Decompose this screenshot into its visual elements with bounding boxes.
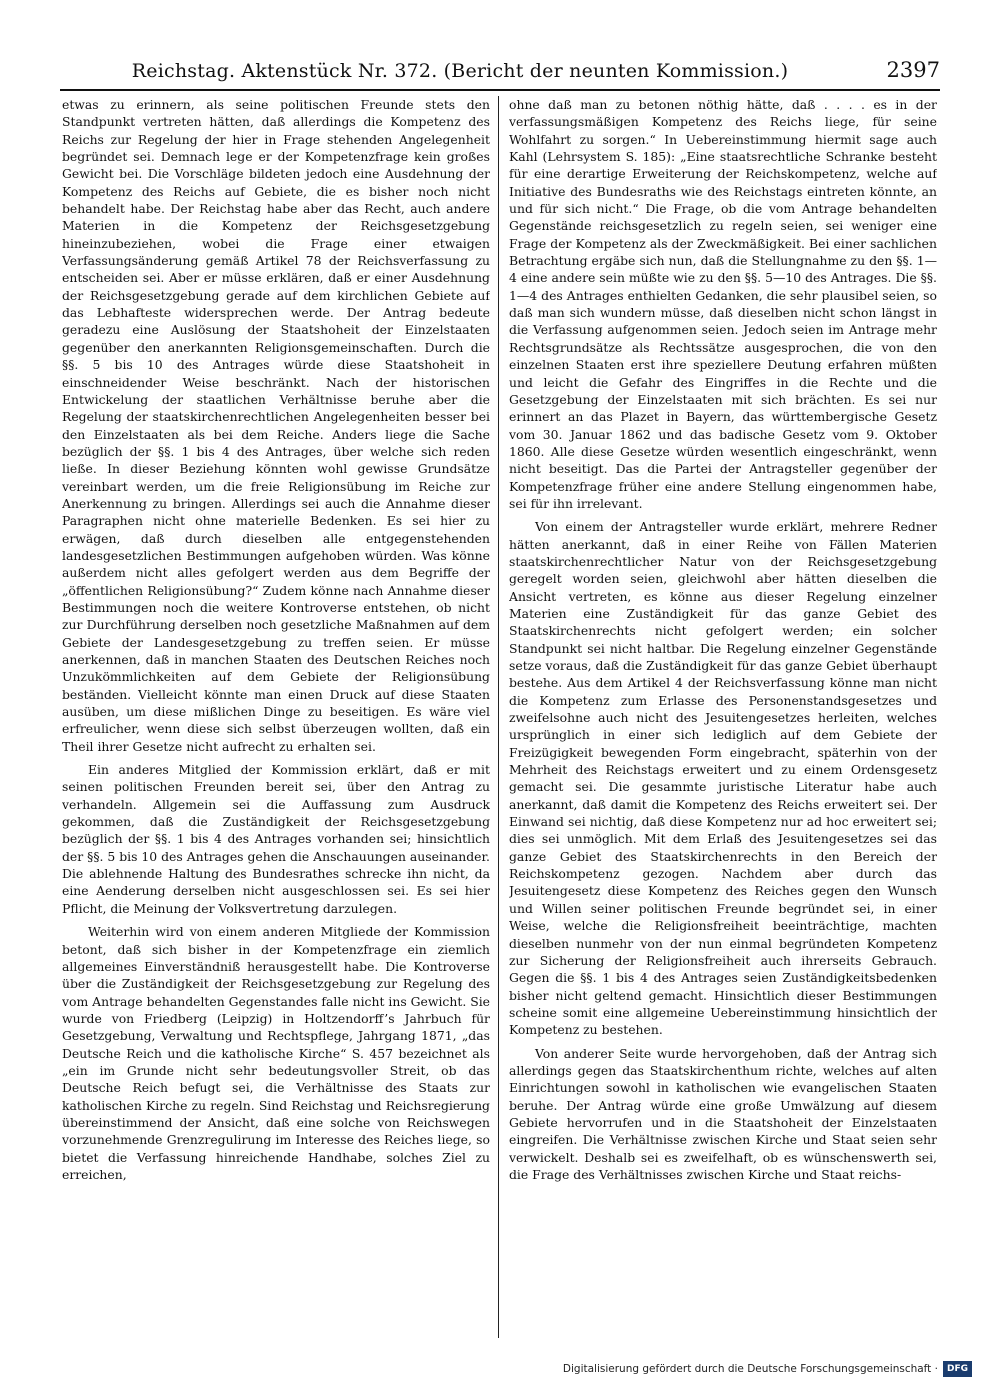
paragraph: ohne daß man zu betonen nöthig hätte, daß . . . . es in der verfassungsmäßigen Kompetenz des Reichs liege, für seine Wohlfahrt zu sorgen.“ In Uebereinstimmung hiermit sage auch Kahl (Lehrsystem S. 185): „Eine staatsrechtliche Schranke besteht für eine derartige Erweiterung der Reichskompetenz, welche auf Initiative des Bundesraths wie des Reichstags eintreten könnte, an und für sich nicht.“ Die Frage, ob die vom Antrage behandelten Gegenstände reichsgesetzlich zu regeln seien, sei weniger eine Frage der Kompetenz als der Zweckmäßigkeit. Bei einer sachlichen Betrachtung ergäbe sich nun, daß die Stellungnahme zu den §§. 1—4 eine andere sein müßte wie zu den §§. 5—10 des Antrages. Die §§. 1—4 des Antrages enthielten Gedanken, die sehr plausibel seien, so daß man sich wundern müsse, daß dieselben nicht schon längst in die Verfassung aufgenommen seien. Jedoch seien im Antrage mehr Rechtsgrundsätze als Rechtssätze ausgesprochen, die von den einzelnen Staaten erst ihre speziellere Deutung erfahren müßten und leicht die Gefahr des Eingriffes in die Rechte und die Gesetzgebung der Einzelstaaten mit sich brächten. Es sei nur erinnert an das Plazet in Bayern, das württembergische Gesetz vom 30. Januar 1862 und das badische Gesetz vom 9. Oktober 1860. Alle diese Gesetze würden wesentlich eingeschränkt, wenn nicht beseitigt. Das die Partei der Antragsteller gegenüber der Kompetenzfrage früher eine andere Stellung eingenommen habe, sei für ihn irrelevant. [509,97,937,511]
digitization-footer [563,1361,972,1377]
right-column [509,96,937,1336]
paragraph: Von einem der Antragsteller wurde erklärt, mehrere Redner hätten anerkannt, daß in einer Reihe von Fällen Materien staatskirchenrechtlicher Natur von der Reichsgesetzgebung geregelt worden seien, gleichwohl aber hätten dieselben die Ansicht vertreten, es könne aus dieser Regelung einzelner Materien eine Zuständigkeit für das ganze Gebiet des Staatskirchenrechts nicht gefolgert werden; ein solcher Standpunkt sei nicht haltbar. Die Regelung einzelner Gegenstände setze voraus, daß die Zuständigkeit für das ganze Gebiet überhaupt bestehe. Aus dem Artikel 4 der Reichsverfassung könne man nicht die Kompetenz zum Erlasse des Personenstandsgesetzes und zweifelsohne auch nicht des Jesuitengesetzes herleiten, welches ursprünglich in einer sich lediglich auf dem Gebiete der Freizügigkeit bewegenden Form eingebracht, späterhin von der Mehrheit des Reichstags erweitert und zu einem Ordensgesetz gemacht sei. Die gesammte juristische Literatur habe auch anerkannt, daß damit die Kompetenz des Reichs erweitert sei. Der Einwand sei nichtig, daß diese Kompetenz nur ad hoc erweitert sei; dies sei unmöglich. Mit dem Erlaß des Jesuitengesetzes sei das ganze Gebiet des Staatskirchenrechts in den Bereich der Reichskompetenz gezogen. Nachdem aber durch das Jesuitengesetz diese Kompetenz des Reiches gegen den Wunsch und Willen seiner politischen Freunde begründet sei, in einer Weise, welche die Religionsfreiheit beeinträchtige, machten dieselben nunmehr von der nun einmal begründeten Kompetenz zur Sicherung der Religionsfreiheit auch ihrerseits Gebrauch. Gegen die §§. 1 bis 4 des Antrages seien Zuständigkeitsbedenken bisher nicht geltend gemacht. Hinsichtlich dieser Bestimmungen scheine somit eine allgemeine Uebereinstimmung hinsichtlich der Kompetenz zu bestehen. [509,519,937,1038]
page-number: 2397 [886,58,940,82]
left-column [62,96,490,1336]
paragraph: Von anderer Seite wurde hervorgehoben, daß der Antrag sich allerdings gegen das Staatskirchenthum richte, welches auf alten Einrichtungen sowohl in katholischen wie evangelischen Staaten beruhe. Der Antrag würde eine große Umwälzung auf diesem Gebiete hervorrufen und in die Staatshoheit der Einzelstaaten eingreifen. Die Verhältnisse zwischen Kirche und Staat seien sehr verwickelt. Deshalb sei es zweifelhaft, ob es wünschenswerth sei, die Frage des Verhältnisses zwischen Kirche und Staat reichs- [509,1045,937,1182]
paragraph: Weiterhin wird von einem anderen Mitgliede der Kommission betont, daß sich bisher in der Kompetenzfrage ein ziemlich allgemeines Einverständniß herausgestellt habe. Die Kontroverse über die Zuständigkeit der Reichsgesetzgebung zur Regelung des vom Antrage behandelten Gegenstandes falle nicht ins Gewicht. Sie wurde von Friedberg (Leipzig) in Holtzendorff’s Jahrbuch für Gesetzgebung, Verwaltung und Rechtspflege, Jahrgang 1871, „das Deutsche Reich und die katholische Kirche“ S. 457 bezeichnet als „ein im Grunde nicht sehr bedeutungsvoller Streit, ob das Deutsche Reich befugt sei, die Verhältnisse des Staats zur katholischen Kirche zu regeln. Sind Reichstag und Reichsregierung übereinstimmend der Ansicht, daß eine solche von Reichswegen vorzunehmende Grenzregulirung im Interesse des Reiches liege, so bietet die Verfassung hinreichende Handhabe, solches Ziel zu erreichen, [62,924,490,1182]
funding-note: Digitalisierung gefördert durch die Deutsche Forschungsgemeinschaft · [562,1363,938,1375]
page-header [60,58,940,88]
header-rule [60,89,940,91]
column-divider [498,96,499,1338]
paragraph: Ein anderes Mitglied der Kommission erklärt, daß er mit seinen politischen Freunden bereit sei, über den Antrag zu verhandeln. Allgemein sei die Auffassung zum Ausdruck gekommen, daß die Zuständigkeit der Reichsgesetzgebung bezüglich der §§. 1 bis 4 des Antrages vorhanden sei; hinsichtlich der §§. 5 bis 10 des Antrages gehen die Anschauungen auseinander. Die ablehnende Haltung des Bundesrathes schrecke ihn nicht, da eine Aenderung derselben nicht ausgeschlossen sei. Es sei hier Pflicht, die Meinung der Volksvertretung darzulegen. [62,762,490,916]
paragraph: etwas zu erinnern, als seine politischen Freunde stets den Standpunkt vertreten hätten, daß allerdings die Kompetenz des Reichs zur Regelung der hier in Frage stehenden Angelegenheit begründet sei. Demnach lege er der Kompetenzfrage kein großes Gewicht bei. Die Vorschläge bildeten jedoch eine Ausdehnung der Kompetenz des Reichs auf Gebiete, die es bisher noch nicht behandelt habe. Der Reichstag habe aber das Recht, auch andere Materien in die Kompetenz der Reichsgesetzgebung hineinzubeziehen, wobei die Frage einer etwaigen Verfassungsänderung gemäß Artikel 78 der Reichsverfassung zu entscheiden sei. Aber er müsse erklären, daß er einer Ausdehnung der Reichsgesetzgebung gerade auf dem kirchlichen Gebiete auf das Lebhafteste widersprechen werde. Der Antrag bedeute geradezu eine Auslösung der Staatshoheit der Einzelstaaten gegenüber den anerkannten Religionsgemeinschaften. Durch die §§. 5 bis 10 des Antrages würde diese Staatshoheit in einschneidender Weise beschränkt. Nach der historischen Entwickelung der staatlichen Verhältnisse beruhe aber die Regelung der staatskirchenrechtlichen Angelegenheiten besser bei den Einzelstaaten als bei dem Reiche. Anders liege die Sache bezüglich der §§. 1 bis 4 des Antrages, über welche sich reden ließe. In dieser Beziehung könnten wohl gewisse Grundsätze vereinbart werden, um die freie Religionsübung im Reiche zur Anerkennung zu bringen. Allerdings sei auch die Annahme dieser Paragraphen nicht ohne materielle Bedenken. Es sei hier zu erwägen, daß durch dieselben alle entgegenstehenden landesgesetzlichen Bestimmungen aufgehoben würden. Was könne außerdem nicht alles gefolgert werden aus dem Begriffe der „öffentlichen Religionsübung?“ Zudem könne nach Annahme dieser Bestimmungen noch die weitere Kontroverse entstehen, ob nicht zur Durchführung derselben noch gesetzliche Maßnahmen auf dem Gebiete der Landesgesetzgebung zu treffen seien. Er müsse anerkennen, daß in manchen Staaten des Deutschen Reiches noch Unzukömmlichkeiten auf dem Gebiete der Religionsübung beständen. Vielleicht könnte man einen Druck auf diese Staaten ausüben, um diese mißlichen Dinge zu beseitigen. Es wäre viel erfreulicher, wenn diese sich selbst überzeugen wollten, daß ein Theil ihrer Gesetze nicht aufrecht zu erhalten sei. [62,97,490,754]
running-head-title: Reichstag. Aktenstück Nr. 372. (Bericht der neunten Kommission.) [131,60,789,82]
dfg-logo: DFG [943,1361,972,1377]
